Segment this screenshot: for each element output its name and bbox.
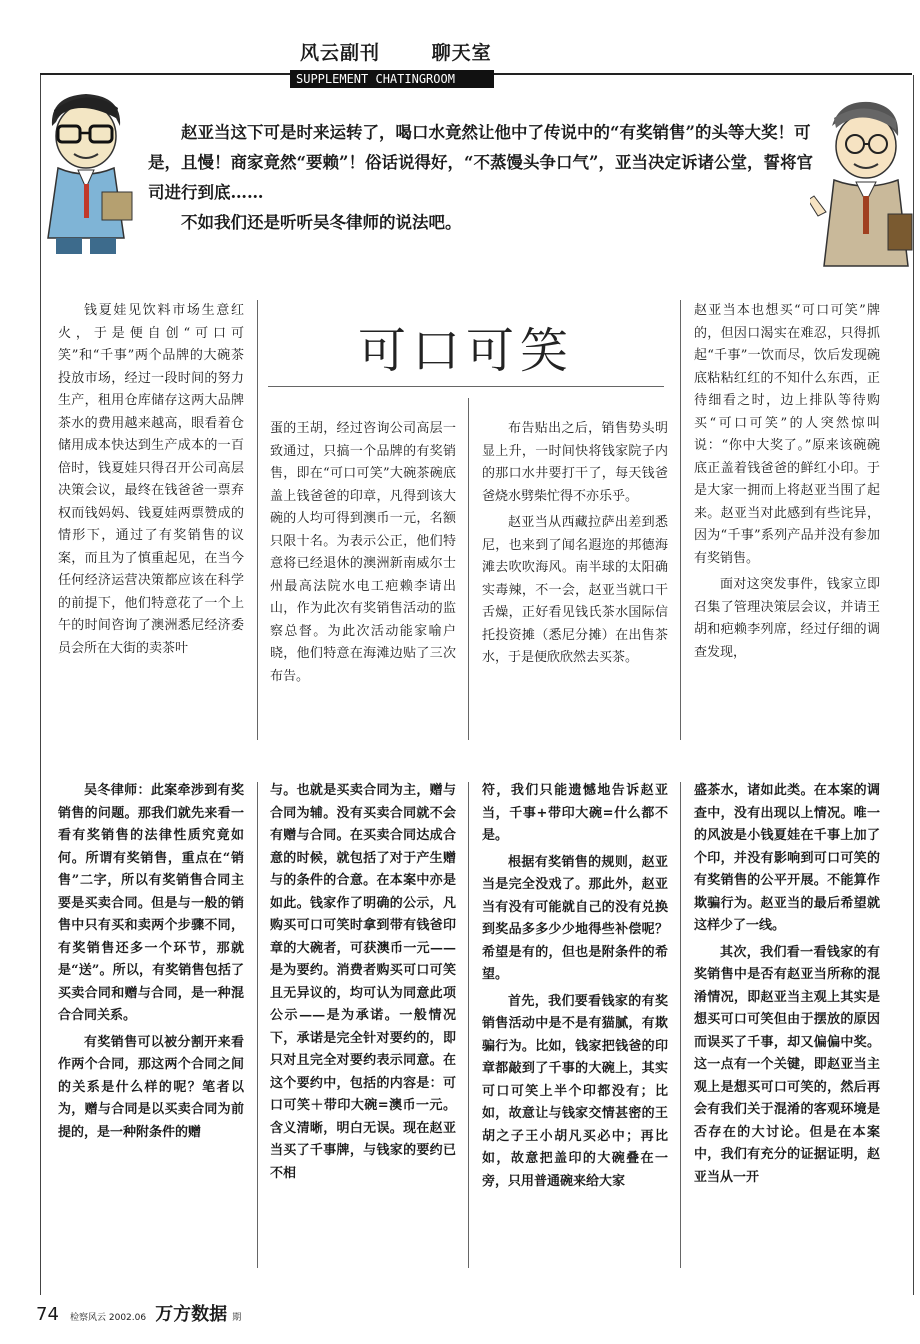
intro-block	[148, 118, 828, 238]
commentary-paragraph: 盛茶水，诸如此类。在本案的调查中，没有出现以上情况。唯一的风波是小钱夏娃在千事上加了个印，并没有影响到可口可笑的有奖销售的公平开展。不能算作欺骗行为。赵亚当的最后希望就这样少了一线。	[694, 783, 880, 933]
column-divider	[680, 300, 681, 740]
commentary-column-4	[694, 780, 880, 1193]
commentary-text: 此案牵涉到有奖销售的问题。那我们就先来看一看有奖销售的法律性质究竟如何。所谓有奖销售，重点在“销售”二字，所以有奖销售合同主要是买卖合同。但是与一般的销售中只有买和卖两个步骤不同，有奖销售还多一个环节，那就是“送”。所以，有奖销售包括了买卖合同和赠与合同，是一种混合合同关系。	[58, 783, 244, 1023]
story-column-2	[270, 418, 456, 692]
issue-suffix: 期	[232, 1313, 242, 1323]
section-header	[300, 38, 536, 65]
header-bar: SUPPLEMENT CHATINGROOM	[290, 70, 494, 88]
commentary-paragraph: 与。也就是买卖合同为主，赠与合同为辅。没有买卖合同就不会有赠与合同。在买卖合同达成合意的时候，就包括了对于产生赠与的条件的合意。在本案中亦是如此。钱家作了明确的公示，凡购买可口可笑时拿到带有钱爸印章的大碗者，可获澳币一元——是为要约。消费者购买可口可笑且无异议的，均可认为同意此项公示——是为承诺。一般情况下，承诺是完全针对要约的，即只对且完全对要约表示同意。在这个要约中，包括的内容是：可口可笑＋带印大碗=澳币一元。含义清晰，明白无误。现在赵亚当买了千事牌，与钱家的要约已不相	[270, 783, 456, 1181]
commentary-paragraph	[58, 780, 244, 1028]
story-paragraph: 赵亚当本也想买“可口可笑”牌的，但因口渴实在难忍，只得抓起“千事”一饮而尽，饮后发现碗底粘粘红红的不知什么东西，正待细看之时，边上排队等待购买“可口可笑”的人突然惊叫说：“你中大奖了。”原来该碗碗底正盖着钱爸爸的鲜红小印。于是大家一拥而上将赵亚当围了起来。赵亚当对此感到有些诧异，因为“千事”系列产品并没有参加有奖销售。	[694, 303, 880, 566]
story-paragraph: 赵亚当从西藏拉萨出差到悉尼，也来到了闻名遐迩的邦德海滩去吹吹海风。南半球的太阳确实毒辣，不一会，赵亚当就口干舌燥，正好看见钱氏茶水国际信托投资摊（悉尼分摊）在出售茶水，于是便欣欣然去买茶。	[482, 515, 668, 665]
article-title: 可口可笑	[357, 323, 574, 379]
cartoon-character-left	[38, 88, 136, 258]
intro-paragraph: 赵亚当这下可是时来运转了，喝口水竟然让他中了传说中的“有奖销售”的头等大奖！可是，且慢！商家竟然“要赖”！俗话说得好，“不蒸馒头争口气”，亚当决定诉诸公堂，誓将官司进行到底……	[148, 123, 813, 202]
commentary-paragraph: 符，我们只能遗憾地告诉赵亚当，千事+带印大碗=什么都不是。	[482, 783, 668, 843]
wanfang-logo: 万方数据	[155, 1304, 228, 1325]
commentary-column-2	[270, 780, 456, 1189]
commentary-paragraph: 根据有奖销售的规则，赵亚当是完全没戏了。那此外，赵亚当有没有可能就自己的没有兑换到奖品多多少少地得些补偿呢？希望是有的，但也是附条件的希望。	[482, 854, 668, 982]
story-column-4	[694, 300, 880, 668]
story-paragraph: 钱夏娃见饮料市场生意红火，于是便自创“可口可笑”和“千事”两个品牌的大碗茶投放市场，经过一段时间的努力生产，租用仓库储存这两大品牌茶水的费用越来越高，眼看着仓储用成本快达到生产成本的一百倍时，钱夏娃只得召开公司高层决策会议，最终在钱爸爸一票弃权而钱妈妈、钱夏娃两票赞成的情形下，通过了有奖销售的议案，而且为了慎重起见，在当今任何经济运营决策都应该在科学的前提下，他们特意花了一个上午的时间咨询了澳洲悉尼经济委员会所在大街的卖茶叶	[58, 303, 244, 656]
story-paragraph: 蛋的王胡，经过咨询公司高层一致通过，只搞一个品牌的有奖销售，即在“可口可笑”大碗茶碗底盖上钱爸爸的印章，凡得到该大碗的人均可得到澳币一元，名额只限十名。为表示公正，他们特意将已经退休的澳洲新南威尔士州最高法院水电工疤赖李请出山，作为此次有奖销售活动的监察总督。为此次活动能家喻户晓，他们特意在海滩边贴了三次布告。	[270, 421, 456, 684]
column-divider	[257, 300, 258, 740]
story-paragraph: 面对这突发事件，钱家立即召集了管理决策层会议，并请王胡和疤赖李列席，经过仔细的调查发现，	[694, 577, 880, 660]
commentary-author: 吴冬律师：	[84, 783, 151, 798]
story-column-1	[58, 300, 244, 664]
column-divider	[468, 398, 469, 740]
page-number: 74	[36, 1304, 59, 1325]
commentary-paragraph: 其次，我们看一看钱家的有奖销售中是否有赵亚当所称的混淆情况，即赵亚当主观上其实是想买可口可笑但由于摆放的原因而误买了千事，却又偏偏中奖。这一点有一个关键，即赵亚当主观上是想买可口可笑的，然后再会有我们关于混淆的客观环境是否存在的大讨论。但是在本案中，我们有充分的证据证明，赵亚当从一开	[694, 944, 880, 1185]
title-rule	[268, 386, 664, 387]
column-divider	[680, 782, 681, 1268]
magazine-name: 检察风云 2002.06	[70, 1313, 147, 1323]
commentary-column-3	[482, 780, 668, 1197]
commentary-paragraph: 有奖销售可以被分割开来看作两个合同，那这两个合同之间的关系是什么样的呢？笔者以为，赠与合同是以买卖合同为前提的，是一种附条件的赠	[58, 1034, 244, 1140]
column-name: 聊天室	[431, 42, 492, 64]
intro-paragraph: 不如我们还是听听吴冬律师的说法吧。	[181, 213, 462, 232]
commentary-paragraph: 首先，我们要看钱家的有奖销售活动中是不是有猫腻，有欺骗行为。比如，钱家把钱爸的印章都敲到了千事的大碗上，其实可口可笑上半个印都没有；比如，故意让与钱家交情甚密的王胡之子王小胡凡买必中；再比如，故意把盖印的大碗叠在一旁，只用普通碗来给大家	[482, 993, 668, 1189]
commentary-column-1	[58, 780, 244, 1148]
story-column-3	[482, 418, 668, 674]
column-divider	[468, 782, 469, 1268]
page-footer	[36, 1300, 241, 1326]
story-paragraph: 布告贴出之后，销售势头明显上升，一时间快将钱家院子内的那口水井要打干了，每天钱爸爸烧水劈柴忙得不亦乐乎。	[482, 421, 668, 504]
section-name: 风云副刊	[300, 42, 381, 64]
column-divider	[257, 782, 258, 1268]
